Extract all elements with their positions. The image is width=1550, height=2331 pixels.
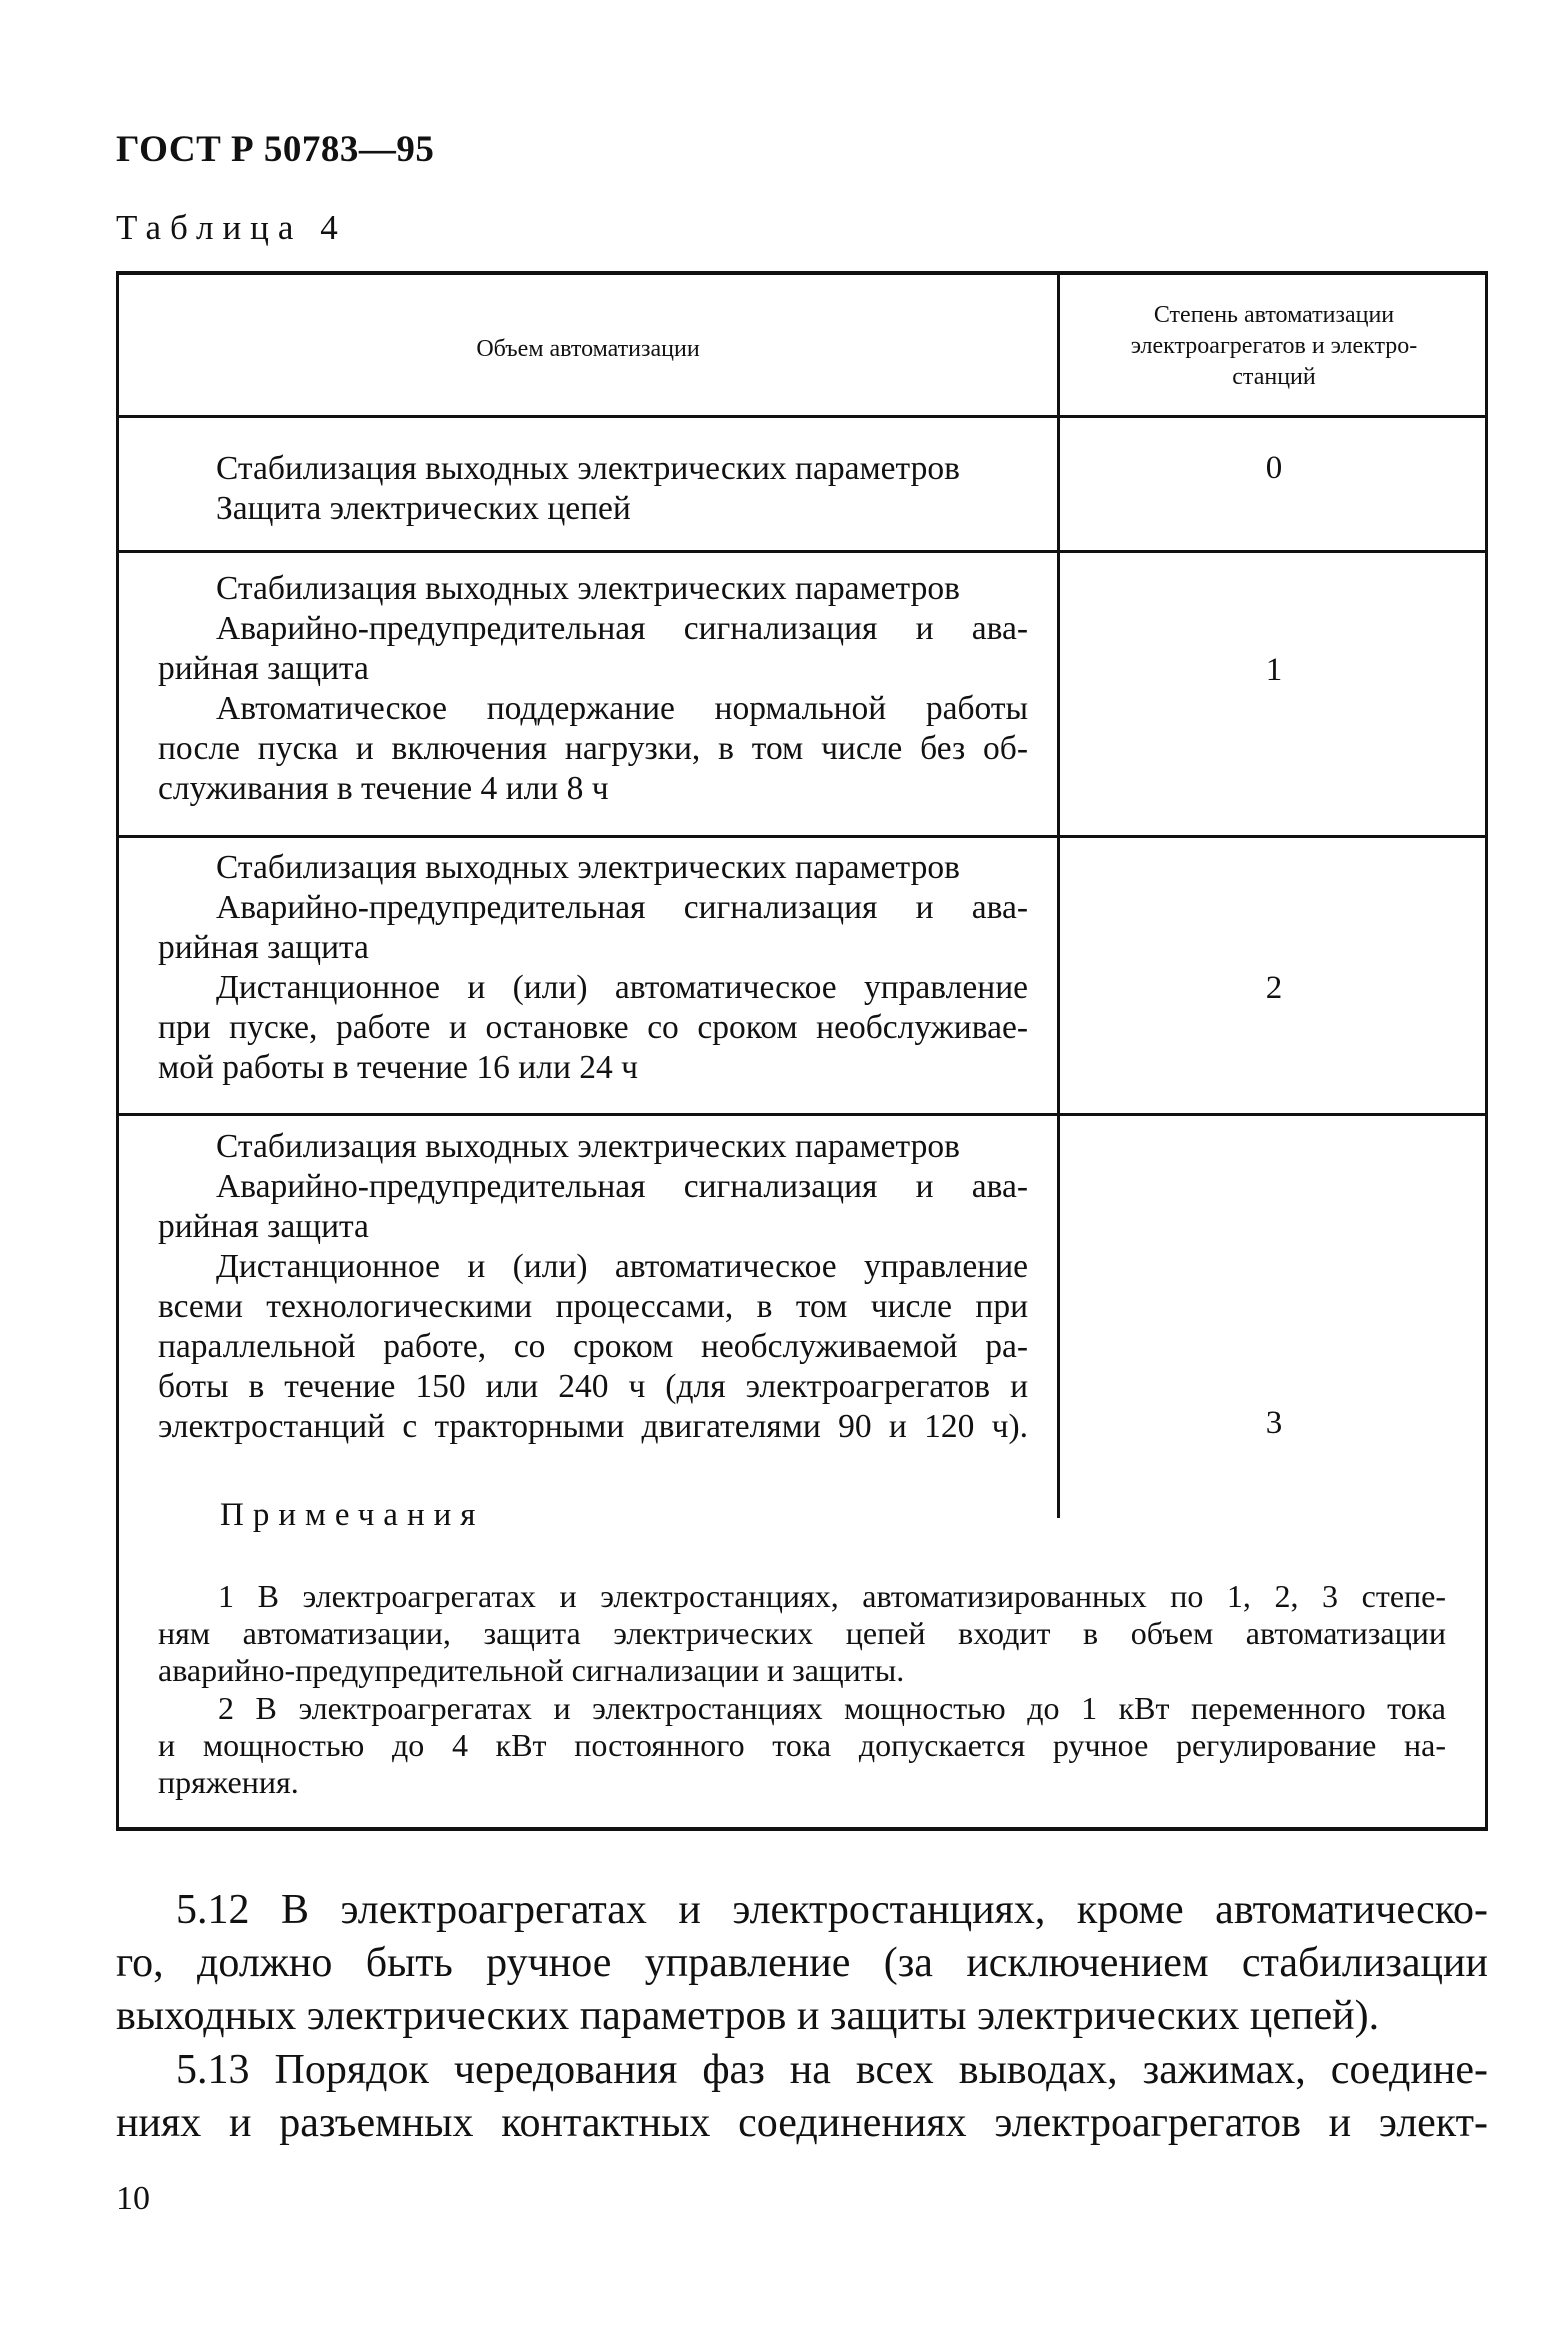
table-cell-line: Дистанционное и (или) автоматическое управление [216,1248,1028,1285]
note-line: ням автоматизации, защита электрических цепей входит в объем автоматизации [158,1615,1446,1651]
table-column-divider-lower [1057,1496,1060,1518]
note-line: пряжения. [158,1764,299,1800]
document-code: ГОСТ Р 50783—95 [116,129,435,170]
note-line: аварийно-предупредительной сигнализации и защиты. [158,1652,905,1688]
table-row-3-scope [158,1127,1028,1447]
table-cell-line: электростанций с тракторными двигателями 90 и 120 ч). [158,1408,1028,1445]
table-cell-line: Дистанционное и (или) автоматическое управление [216,969,1028,1006]
table-header-rule [116,415,1488,418]
table-caption: Таблица 4 [116,208,347,247]
table-row-0-scope [158,449,1028,529]
table-cell-line: Стабилизация выходных электрических параметров [216,570,960,607]
table-cell-line: мой работы в течение 16 или 24 ч [158,1049,638,1086]
column-header-degree-line: электроагрегатов и электро- [1130,333,1418,359]
table-row-2-degree: 2 [1265,970,1283,1006]
note-line: 2 В электроагрегатах и электростанциях мощностью до 1 кВт переменного тока [218,1690,1446,1726]
paragraph-5-13 [116,2044,1488,2150]
table-cell-line: Аварийно-предупредительная сигнализация и ава- [216,1168,1028,1205]
note-line: 1 В электроагрегатах и электростанциях, автоматизированных по 1, 2, 3 степе- [218,1578,1446,1614]
table-cell-line: служивания в течение 4 или 8 ч [158,770,609,807]
table-cell-line: боты в течение 150 или 240 ч (для электроагрегатов и [158,1368,1028,1405]
column-header-degree [1060,300,1488,393]
table-cell-line: рийная защита [158,929,369,966]
note-line: и мощностью до 4 кВт постоянного тока допускается ручное регулирование на- [158,1727,1446,1763]
table-row-1-scope [158,569,1028,809]
table-cell-line: Стабилизация выходных электрических параметров [216,450,960,487]
paragraph-line: ниях и разъемных контактных соединениях электроагрегатов и элект- [116,2100,1488,2146]
table-cell-line: Автоматическое поддержание нормальной работы [216,690,1028,727]
column-header-scope: Объем автоматизации [476,336,700,362]
paragraph-line: выходных электрических параметров и защиты электрических цепей). [116,1993,1380,2039]
paragraph-5-12 [116,1884,1488,2043]
paragraph-line: 5.12 В электроагрегатах и электростанциях, кроме автоматическо- [176,1887,1488,1933]
table-row-rule-3 [116,1113,1488,1116]
paragraph-line: го, должно быть ручное управление (за исключением стабилизации [116,1940,1488,1986]
paragraph-line: 5.13 Порядок чередования фаз на всех выводах, зажимах, соедине- [176,2047,1488,2093]
table-row-2-scope [158,848,1028,1088]
column-header-degree-line: станций [1232,364,1316,390]
table-note-2 [158,1690,1446,1801]
table-row-1-degree: 1 [1265,652,1283,688]
table-cell-line: всеми технологическими процессами, в том числе при [158,1288,1028,1325]
notes-title: Примечания [220,1497,485,1533]
table-cell-line: рийная защита [158,650,369,687]
table-cell-line: Защита электрических цепей [216,490,631,527]
column-header-degree-line: Степень автоматизации [1153,302,1395,328]
table-row-0-degree: 0 [1265,450,1283,486]
table-cell-line: при пуске, работе и остановке со сроком необслуживае- [158,1009,1028,1046]
table-note-1 [158,1578,1446,1689]
table-cell-line: Стабилизация выходных электрических параметров [216,1128,960,1165]
page-number: 10 [116,2180,150,2217]
table-row-rule-1 [116,550,1488,553]
table-cell-line: Аварийно-предупредительная сигнализация и ава- [216,610,1028,647]
table-cell-line: Аварийно-предупредительная сигнализация и ава- [216,889,1028,926]
table-row-3-degree: 3 [1265,1405,1283,1441]
table-row-rule-2 [116,835,1488,838]
table-cell-line: рийная защита [158,1208,369,1245]
table-cell-line: после пуска и включения нагрузки, в том числе без об- [158,730,1028,767]
table-cell-line: Стабилизация выходных электрических параметров [216,849,960,886]
table-cell-line: параллельной работе, со сроком необслуживаемой ра- [158,1328,1028,1365]
